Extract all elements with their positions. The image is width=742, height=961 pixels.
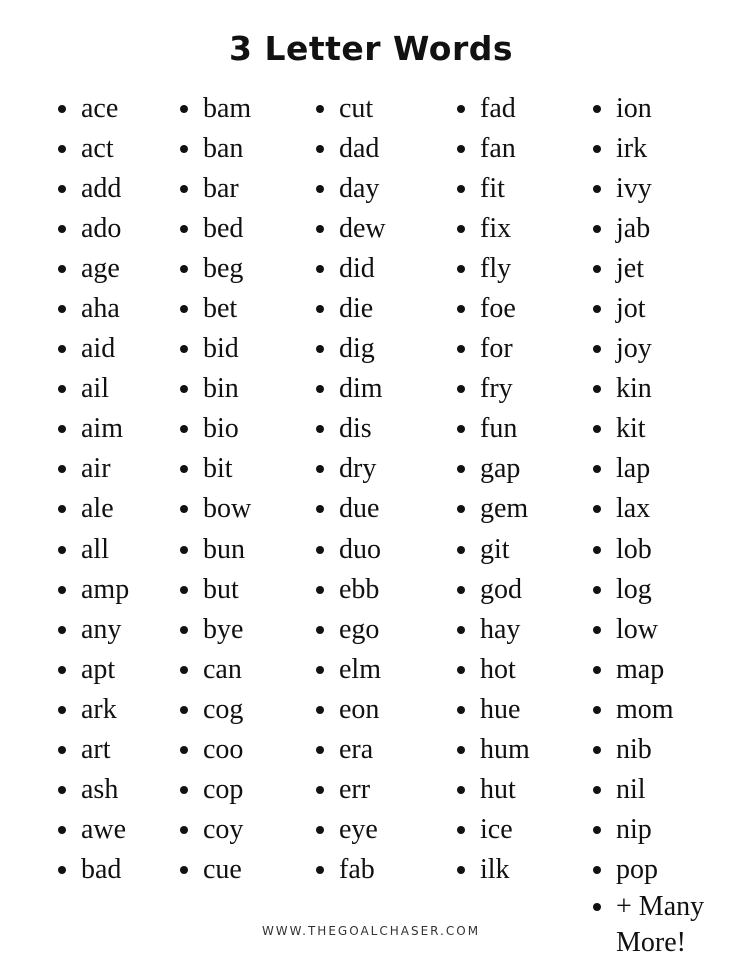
word-list-item: cop (180, 770, 251, 810)
word-list-item: dig (316, 329, 386, 369)
word-list-item: hut (457, 770, 530, 810)
word-list-item: pop (593, 850, 674, 890)
word-list-item: nib (593, 730, 674, 770)
word-list-item: ice (457, 810, 530, 850)
word-list-item: kit (593, 409, 674, 449)
word-list-item: ail (58, 369, 129, 409)
word-list-item: bid (180, 329, 251, 369)
word-list-item: hot (457, 650, 530, 690)
word-list-item: act (58, 129, 129, 169)
word-list-item: nip (593, 810, 674, 850)
word-list-item: can (180, 650, 251, 690)
word-list-item: err (316, 770, 386, 810)
word-list-item: awe (58, 810, 129, 850)
word-list-item: but (180, 570, 251, 610)
word-list-item: ilk (457, 850, 530, 890)
word-list-item: apt (58, 650, 129, 690)
word-list-item: any (58, 610, 129, 650)
word-list-item: fry (457, 369, 530, 409)
word-list-item: ivy (593, 169, 674, 209)
word-list-item: elm (316, 650, 386, 690)
word-list-item: map (593, 650, 674, 690)
word-column-3 (316, 89, 386, 890)
word-list-item: ban (180, 129, 251, 169)
word-list-item: irk (593, 129, 674, 169)
word-list-item: fix (457, 209, 530, 249)
word-list-item: aid (58, 329, 129, 369)
word-list-item: cue (180, 850, 251, 890)
word-list-item: dry (316, 449, 386, 489)
word-list-item: due (316, 489, 386, 529)
word-list-item: die (316, 289, 386, 329)
word-list-item: fly (457, 249, 530, 289)
word-list-item: aha (58, 289, 129, 329)
word-list-item: nil (593, 770, 674, 810)
word-list-item: dew (316, 209, 386, 249)
word-list-item: jab (593, 209, 674, 249)
word-list-item: fab (316, 850, 386, 890)
word-list-item: eon (316, 690, 386, 730)
word-list-item: dis (316, 409, 386, 449)
word-list-item: kin (593, 369, 674, 409)
word-list-item: ash (58, 770, 129, 810)
word-list-item: god (457, 570, 530, 610)
word-list-item: jet (593, 249, 674, 289)
word-list-item: day (316, 169, 386, 209)
word-list-item: mom (593, 690, 674, 730)
word-list-item: hue (457, 690, 530, 730)
word-list-item: ebb (316, 570, 386, 610)
word-list-item: lob (593, 530, 674, 570)
word-list-item: age (58, 249, 129, 289)
footer-website: WWW.THEGOALCHASER.COM (261, 924, 481, 938)
word-list-item: era (316, 730, 386, 770)
word-list-item: lax (593, 489, 674, 529)
word-list-item: bow (180, 489, 251, 529)
word-list-item: cut (316, 89, 386, 129)
word-column-4 (457, 89, 530, 890)
word-list-item: coo (180, 730, 251, 770)
word-column-5 (593, 89, 674, 890)
word-list-item: ace (58, 89, 129, 129)
word-list-item: fad (457, 89, 530, 129)
word-list-item: cog (180, 690, 251, 730)
word-list-item: beg (180, 249, 251, 289)
word-list-item: gem (457, 489, 530, 529)
word-list-item: hum (457, 730, 530, 770)
word-column-2 (180, 89, 251, 890)
word-column-1 (58, 89, 129, 890)
word-list-item: fan (457, 129, 530, 169)
word-list-item: log (593, 570, 674, 610)
word-list-item: bye (180, 610, 251, 650)
word-list-item: ale (58, 489, 129, 529)
many-more-note: + Many More! (593, 889, 716, 961)
word-list-item: add (58, 169, 129, 209)
word-list-item: bin (180, 369, 251, 409)
word-list-item: eye (316, 810, 386, 850)
word-list-item: fun (457, 409, 530, 449)
word-list-item: ado (58, 209, 129, 249)
word-list-item: dad (316, 129, 386, 169)
word-list-item: jot (593, 289, 674, 329)
word-list-item: low (593, 610, 674, 650)
word-list-item: fit (457, 169, 530, 209)
word-list-item: gap (457, 449, 530, 489)
word-list-item: joy (593, 329, 674, 369)
word-list-item: bio (180, 409, 251, 449)
word-list-item: bit (180, 449, 251, 489)
word-list-item: bet (180, 289, 251, 329)
word-list-item: git (457, 530, 530, 570)
word-list-item: coy (180, 810, 251, 850)
word-list-item: foe (457, 289, 530, 329)
word-list-item: did (316, 249, 386, 289)
word-list-item: art (58, 730, 129, 770)
word-list-item: hay (457, 610, 530, 650)
word-list-item: all (58, 530, 129, 570)
word-list-item: aim (58, 409, 129, 449)
word-list-item: ion (593, 89, 674, 129)
word-list-item: ark (58, 690, 129, 730)
word-list-item: bun (180, 530, 251, 570)
word-list-item: air (58, 449, 129, 489)
word-list-item: bar (180, 169, 251, 209)
word-list-item: bed (180, 209, 251, 249)
page-title: 3 Letter Words (229, 29, 513, 68)
word-list-item: duo (316, 530, 386, 570)
word-list-item: dim (316, 369, 386, 409)
word-list-item: ego (316, 610, 386, 650)
word-list-item: bad (58, 850, 129, 890)
word-list-item: lap (593, 449, 674, 489)
word-list-item: for (457, 329, 530, 369)
word-list-item: bam (180, 89, 251, 129)
word-list-item: amp (58, 570, 129, 610)
